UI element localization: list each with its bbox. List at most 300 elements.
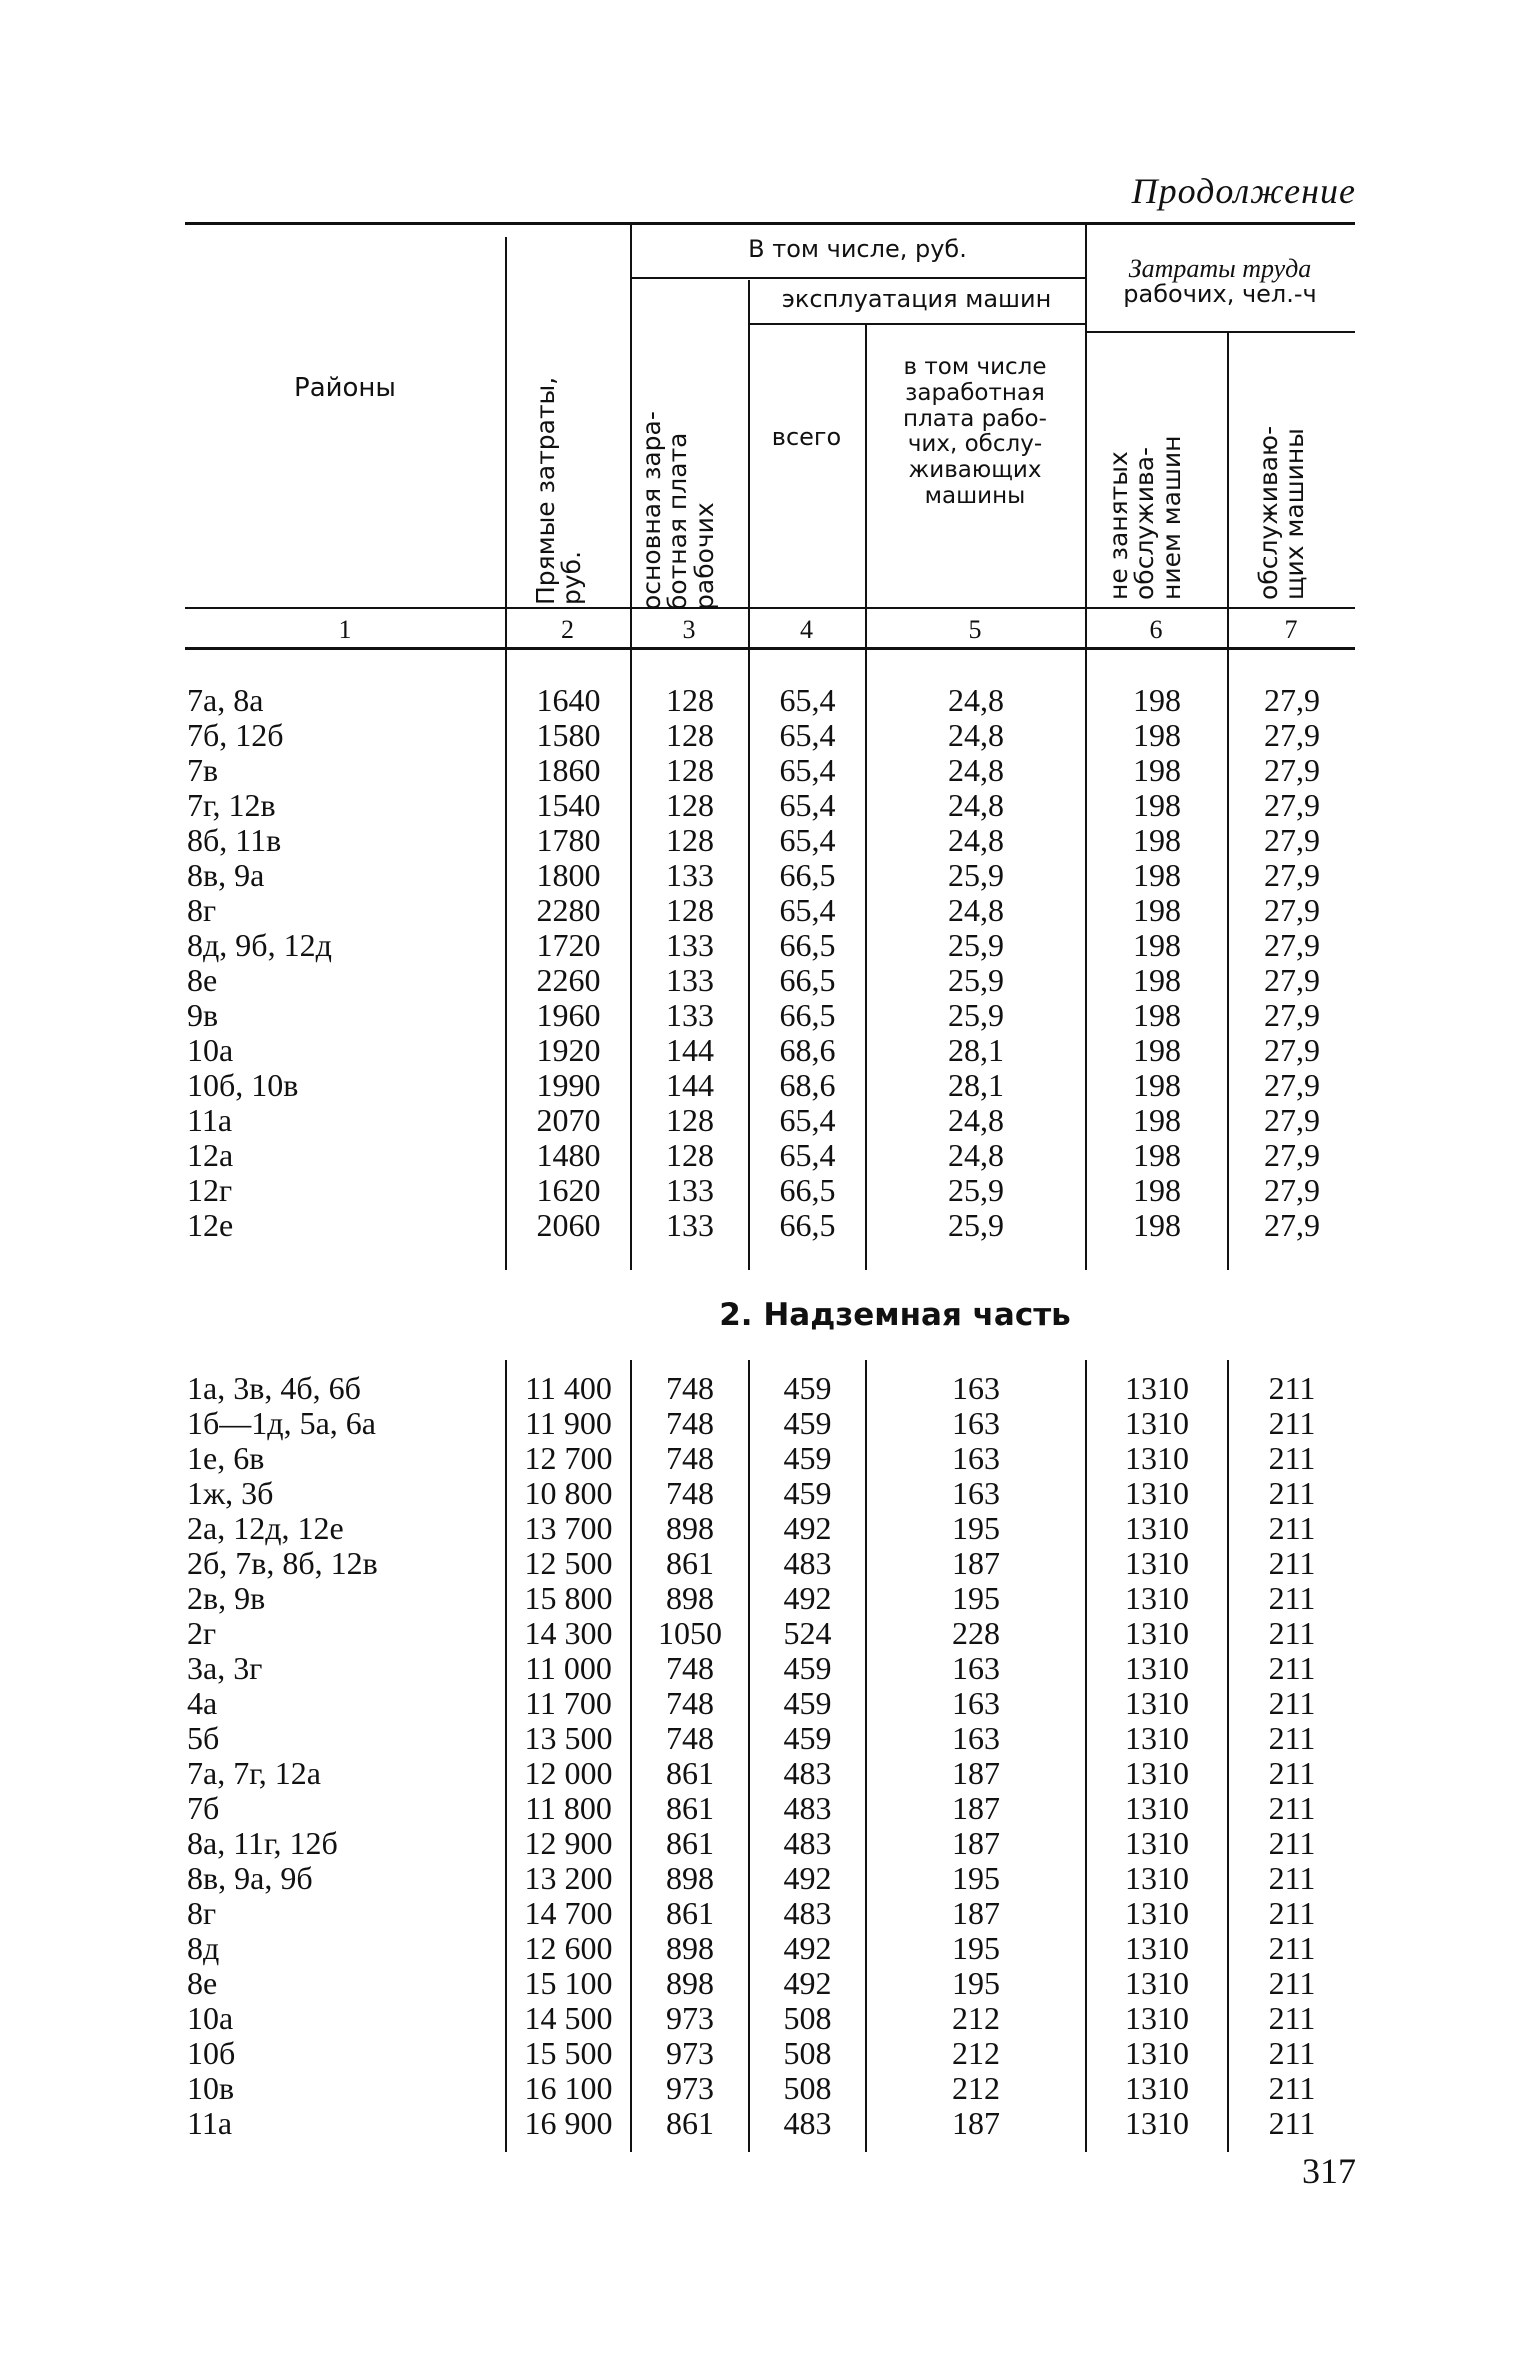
value-cell: 1580	[536, 717, 601, 753]
value-cell: 27,9	[1264, 717, 1320, 753]
value-cell: 1310	[1125, 2035, 1189, 2071]
value-cell: 1310	[1125, 1650, 1189, 1686]
header-machine-wage: в том числе заработная плата рабо- чих, обслу- живающих машины	[903, 354, 1047, 509]
value-cell: 24,8	[948, 682, 1004, 718]
region-cell: 2а, 12д, 12е	[187, 1510, 344, 1546]
value-cell: 25,9	[948, 927, 1004, 963]
value-cell: 27,9	[1264, 1207, 1320, 1243]
region-cell: 1ж, 3б	[187, 1475, 274, 1511]
value-cell: 65,4	[779, 822, 836, 858]
value-cell: 898	[666, 1965, 714, 2001]
region-cell: 1е, 6в	[187, 1440, 265, 1476]
value-cell: 483	[783, 1545, 832, 1581]
region-cell: 2в, 9в	[187, 1580, 266, 1616]
value-cell: 25,9	[948, 857, 1004, 893]
table-row	[185, 2105, 1355, 2140]
value-cell: 1780	[536, 822, 601, 858]
value-cell: 66,5	[779, 927, 836, 963]
value-cell: 25,9	[948, 1207, 1004, 1243]
value-cell: 25,9	[948, 1172, 1004, 1208]
table-row	[185, 1930, 1355, 1965]
region-cell: 12е	[187, 1207, 234, 1243]
value-cell: 133	[666, 1207, 714, 1243]
value-cell: 27,9	[1264, 892, 1320, 928]
value-cell: 65,4	[779, 717, 836, 753]
region-cell: 8в, 9а, 9б	[187, 1860, 313, 1896]
value-cell: 459	[783, 1650, 832, 1686]
value-cell: 27,9	[1264, 1172, 1320, 1208]
value-cell: 748	[666, 1475, 714, 1511]
value-cell: 212	[952, 2000, 1000, 2036]
value-cell: 1310	[1125, 1790, 1189, 1826]
value-cell: 12 600	[524, 1930, 613, 1966]
region-cell: 2г	[187, 1615, 217, 1651]
table-row	[185, 822, 1355, 857]
value-cell: 1310	[1125, 1965, 1189, 2001]
table-row	[185, 1580, 1355, 1615]
value-cell: 492	[783, 1860, 832, 1896]
header-base-wage: основная зара- ботная плата рабочих	[637, 411, 719, 610]
region-cell: 7а, 7г, 12а	[187, 1755, 321, 1791]
region-cell: 8е	[187, 1965, 218, 2001]
data-table	[185, 222, 1355, 2152]
region-cell: 8д, 9б, 12д	[187, 927, 332, 963]
section2-body	[185, 1360, 1355, 2152]
table-row	[185, 1860, 1355, 1895]
value-cell: 128	[666, 822, 714, 858]
value-cell: 748	[666, 1440, 714, 1476]
value-cell: 1310	[1125, 1475, 1189, 1511]
value-cell: 198	[1133, 1207, 1181, 1243]
table-row	[185, 1720, 1355, 1755]
value-cell: 1640	[536, 682, 601, 718]
value-cell: 198	[1133, 787, 1181, 823]
value-cell: 459	[783, 1440, 832, 1476]
value-cell: 198	[1133, 857, 1181, 893]
value-cell: 861	[666, 1755, 714, 1791]
value-cell: 211	[1268, 2070, 1316, 2106]
value-cell: 128	[666, 1137, 714, 1173]
value-cell: 211	[1268, 1475, 1316, 1511]
value-cell: 198	[1133, 717, 1181, 753]
region-cell: 10а	[187, 2000, 234, 2036]
continued-label: Продолжение	[1131, 171, 1356, 211]
value-cell: 27,9	[1264, 997, 1320, 1033]
value-cell: 492	[783, 1930, 832, 1966]
value-cell: 15 800	[524, 1580, 613, 1616]
table-row	[185, 1207, 1355, 1242]
value-cell: 1310	[1125, 1545, 1189, 1581]
value-cell: 12 700	[524, 1440, 613, 1476]
region-cell: 10б, 10в	[187, 1067, 299, 1103]
value-cell: 211	[1268, 1650, 1316, 1686]
value-cell: 228	[952, 1615, 1000, 1651]
value-cell: 163	[952, 1405, 1000, 1441]
value-cell: 133	[666, 1172, 714, 1208]
value-cell: 483	[783, 2105, 832, 2141]
value-cell: 211	[1268, 2105, 1316, 2141]
value-cell: 65,4	[779, 752, 836, 788]
value-cell: 16 100	[524, 2070, 613, 2106]
value-cell: 15 500	[524, 2035, 613, 2071]
value-cell: 163	[952, 1685, 1000, 1721]
value-cell: 1310	[1125, 1440, 1189, 1476]
table-row	[185, 1755, 1355, 1790]
value-cell: 133	[666, 857, 714, 893]
table-row	[185, 1825, 1355, 1860]
header-machine-operation: эксплуатация машин	[781, 285, 1052, 313]
table-row	[185, 1405, 1355, 1440]
table-row	[185, 682, 1355, 717]
value-cell: 1920	[536, 1032, 601, 1068]
value-cell: 211	[1268, 2035, 1316, 2071]
region-cell: 4а	[187, 1685, 218, 1721]
value-cell: 1310	[1125, 1755, 1189, 1791]
value-cell: 1310	[1125, 1615, 1189, 1651]
value-cell: 483	[783, 1895, 832, 1931]
region-cell: 8д	[187, 1930, 220, 1966]
value-cell: 198	[1133, 752, 1181, 788]
section1-body	[185, 650, 1355, 1270]
value-cell: 1800	[536, 857, 601, 893]
value-cell: 211	[1268, 1965, 1316, 2001]
value-cell: 861	[666, 1825, 714, 1861]
table-row	[185, 962, 1355, 997]
table-row	[185, 1032, 1355, 1067]
value-cell: 211	[1268, 1580, 1316, 1616]
value-cell: 65,4	[779, 682, 836, 718]
value-cell: 14 500	[524, 2000, 613, 2036]
value-cell: 1310	[1125, 1930, 1189, 1966]
value-cell: 27,9	[1264, 752, 1320, 788]
header-including: В том числе, руб.	[748, 235, 967, 263]
region-cell: 10в	[187, 2070, 235, 2106]
table-row	[185, 1895, 1355, 1930]
table-row	[185, 1965, 1355, 2000]
value-cell: 748	[666, 1650, 714, 1686]
value-cell: 16 900	[524, 2105, 613, 2141]
value-cell: 10 800	[524, 1475, 613, 1511]
table-row	[185, 2035, 1355, 2070]
value-cell: 459	[783, 1720, 832, 1756]
value-cell: 66,5	[779, 962, 836, 998]
value-cell: 66,5	[779, 1207, 836, 1243]
value-cell: 187	[952, 1895, 1000, 1931]
value-cell: 66,5	[779, 997, 836, 1033]
value-cell: 27,9	[1264, 1137, 1320, 1173]
table-row	[185, 2070, 1355, 2105]
value-cell: 27,9	[1264, 1067, 1320, 1103]
value-cell: 459	[783, 1475, 832, 1511]
value-cell: 12 500	[524, 1545, 613, 1581]
table-row	[185, 857, 1355, 892]
value-cell: 1860	[536, 752, 601, 788]
value-cell: 11 000	[525, 1650, 612, 1686]
region-cell: 10а	[187, 1032, 234, 1068]
table-row	[185, 997, 1355, 1032]
value-cell: 198	[1133, 1137, 1181, 1173]
value-cell: 198	[1133, 927, 1181, 963]
value-cell: 144	[666, 1032, 714, 1068]
value-cell: 68,6	[779, 1067, 836, 1103]
region-cell: 8г	[187, 892, 217, 928]
value-cell: 492	[783, 1965, 832, 2001]
table-row	[185, 1650, 1355, 1685]
value-cell: 195	[952, 1965, 1000, 2001]
value-cell: 1310	[1125, 1370, 1189, 1406]
value-cell: 2260	[536, 962, 601, 998]
table-row	[185, 1615, 1355, 1650]
value-cell: 195	[952, 1580, 1000, 1616]
value-cell: 65,4	[779, 1102, 836, 1138]
value-cell: 144	[666, 1067, 714, 1103]
region-cell: 8а, 11г, 12б	[187, 1825, 338, 1861]
value-cell: 211	[1268, 1895, 1316, 1931]
value-cell: 2070	[536, 1102, 601, 1138]
region-cell: 7б	[187, 1790, 220, 1826]
value-cell: 11 400	[525, 1370, 612, 1406]
value-cell: 1960	[536, 997, 601, 1033]
value-cell: 2060	[536, 1207, 601, 1243]
table-row	[185, 1172, 1355, 1207]
value-cell: 524	[783, 1615, 832, 1651]
region-cell: 11а	[187, 2105, 233, 2141]
region-cell: 7а, 8а	[187, 682, 264, 718]
value-cell: 198	[1133, 1172, 1181, 1208]
table-row	[185, 1370, 1355, 1405]
value-cell: 211	[1268, 1825, 1316, 1861]
value-cell: 27,9	[1264, 822, 1320, 858]
value-cell: 11 700	[525, 1685, 612, 1721]
value-cell: 1310	[1125, 2000, 1189, 2036]
value-cell: 212	[952, 2035, 1000, 2071]
value-cell: 2280	[536, 892, 601, 928]
value-cell: 24,8	[948, 717, 1004, 753]
value-cell: 187	[952, 1790, 1000, 1826]
region-cell: 11а	[187, 1102, 233, 1138]
value-cell: 973	[666, 2000, 714, 2036]
table-row	[185, 787, 1355, 822]
value-cell: 211	[1268, 1545, 1316, 1581]
value-cell: 1990	[536, 1067, 601, 1103]
value-cell: 25,9	[948, 962, 1004, 998]
value-cell: 898	[666, 1860, 714, 1896]
value-cell: 187	[952, 1545, 1000, 1581]
value-cell: 12 900	[524, 1825, 613, 1861]
value-cell: 198	[1133, 962, 1181, 998]
value-cell: 25,9	[948, 997, 1004, 1033]
value-cell: 1620	[536, 1172, 601, 1208]
table-row	[185, 927, 1355, 962]
region-cell: 8б, 11в	[187, 822, 282, 858]
table-row	[185, 1790, 1355, 1825]
table-row	[185, 892, 1355, 927]
value-cell: 65,4	[779, 787, 836, 823]
value-cell: 459	[783, 1370, 832, 1406]
table-row	[185, 1545, 1355, 1580]
value-cell: 66,5	[779, 857, 836, 893]
value-cell: 973	[666, 2035, 714, 2071]
value-cell: 27,9	[1264, 1102, 1320, 1138]
value-cell: 28,1	[948, 1032, 1004, 1068]
value-cell: 898	[666, 1580, 714, 1616]
table-row	[185, 1510, 1355, 1545]
value-cell: 211	[1268, 1615, 1316, 1651]
value-cell: 211	[1268, 1790, 1316, 1826]
value-cell: 1310	[1125, 1510, 1189, 1546]
value-cell: 748	[666, 1720, 714, 1756]
value-cell: 187	[952, 2105, 1000, 2141]
table-row	[185, 1067, 1355, 1102]
value-cell: 211	[1268, 2000, 1316, 2036]
value-cell: 211	[1268, 1440, 1316, 1476]
value-cell: 27,9	[1264, 787, 1320, 823]
value-cell: 13 200	[524, 1860, 613, 1896]
column-numbers: 1 2 3 4 5 6 7	[185, 609, 1355, 650]
value-cell: 13 700	[524, 1510, 613, 1546]
value-cell: 133	[666, 927, 714, 963]
value-cell: 211	[1268, 1930, 1316, 1966]
value-cell: 128	[666, 787, 714, 823]
table-header	[185, 222, 1355, 609]
value-cell: 973	[666, 2070, 714, 2106]
value-cell: 14 700	[524, 1895, 613, 1931]
value-cell: 898	[666, 1930, 714, 1966]
value-cell: 198	[1133, 1102, 1181, 1138]
value-cell: 1540	[536, 787, 601, 823]
value-cell: 459	[783, 1685, 832, 1721]
value-cell: 483	[783, 1755, 832, 1791]
value-cell: 198	[1133, 1067, 1181, 1103]
value-cell: 128	[666, 1102, 714, 1138]
value-cell: 65,4	[779, 1137, 836, 1173]
header-direct-costs: Прямые затраты, руб.	[531, 376, 587, 605]
value-cell: 198	[1133, 822, 1181, 858]
value-cell: 128	[666, 752, 714, 788]
value-cell: 24,8	[948, 752, 1004, 788]
value-cell: 27,9	[1264, 927, 1320, 963]
value-cell: 163	[952, 1370, 1000, 1406]
value-cell: 27,9	[1264, 1032, 1320, 1068]
value-cell: 508	[783, 2070, 832, 2106]
value-cell: 15 100	[524, 1965, 613, 2001]
value-cell: 12 000	[524, 1755, 613, 1791]
value-cell: 14 300	[524, 1615, 613, 1651]
value-cell: 211	[1268, 1405, 1316, 1441]
region-cell: 7в	[187, 752, 219, 788]
value-cell: 133	[666, 997, 714, 1033]
value-cell: 66,5	[779, 1172, 836, 1208]
region-cell: 5б	[187, 1720, 220, 1756]
value-cell: 198	[1133, 1032, 1181, 1068]
value-cell: 13 500	[524, 1720, 613, 1756]
table-row	[185, 1685, 1355, 1720]
region-cell: 3а, 3г	[187, 1650, 263, 1686]
value-cell: 128	[666, 892, 714, 928]
region-cell: 2б, 7в, 8б, 12в	[187, 1545, 378, 1581]
value-cell: 211	[1268, 1685, 1316, 1721]
value-cell: 1310	[1125, 1860, 1189, 1896]
region-cell: 9в	[187, 997, 219, 1033]
value-cell: 187	[952, 1755, 1000, 1791]
value-cell: 212	[952, 2070, 1000, 2106]
value-cell: 11 900	[525, 1405, 612, 1441]
value-cell: 492	[783, 1580, 832, 1616]
value-cell: 1310	[1125, 1895, 1189, 1931]
value-cell: 211	[1268, 1370, 1316, 1406]
region-cell: 8е	[187, 962, 218, 998]
value-cell: 195	[952, 1510, 1000, 1546]
region-cell: 1б—1д, 5а, 6а	[187, 1405, 376, 1441]
value-cell: 1310	[1125, 1685, 1189, 1721]
value-cell: 483	[783, 1825, 832, 1861]
value-cell: 28,1	[948, 1067, 1004, 1103]
value-cell: 24,8	[948, 787, 1004, 823]
value-cell: 211	[1268, 1510, 1316, 1546]
header-regions: Районы	[294, 373, 396, 403]
region-cell: 8в, 9а	[187, 857, 265, 893]
value-cell: 24,8	[948, 822, 1004, 858]
value-cell: 1310	[1125, 2070, 1189, 2106]
value-cell: 128	[666, 682, 714, 718]
value-cell: 27,9	[1264, 857, 1320, 893]
region-cell: 8г	[187, 1895, 217, 1931]
region-cell: 12г	[187, 1172, 233, 1208]
value-cell: 508	[783, 2035, 832, 2071]
section2-title: 2. Надземная часть	[719, 1297, 1071, 1333]
value-cell: 748	[666, 1685, 714, 1721]
value-cell: 459	[783, 1405, 832, 1441]
region-cell: 7г, 12в	[187, 787, 276, 823]
region-cell: 1а, 3в, 4б, 6б	[187, 1370, 361, 1406]
value-cell: 1720	[536, 927, 601, 963]
value-cell: 1310	[1125, 1405, 1189, 1441]
table-row	[185, 1475, 1355, 1510]
value-cell: 27,9	[1264, 682, 1320, 718]
region-cell: 7б, 12б	[187, 717, 284, 753]
value-cell: 24,8	[948, 1102, 1004, 1138]
header-total: всего	[771, 423, 842, 451]
page-number: 317	[1302, 2151, 1356, 2191]
value-cell: 163	[952, 1650, 1000, 1686]
value-cell: 211	[1268, 1755, 1316, 1791]
value-cell: 24,8	[948, 1137, 1004, 1173]
value-cell: 27,9	[1264, 962, 1320, 998]
value-cell: 1480	[536, 1137, 601, 1173]
value-cell: 128	[666, 717, 714, 753]
value-cell: 163	[952, 1475, 1000, 1511]
value-cell: 861	[666, 1790, 714, 1826]
value-cell: 195	[952, 1930, 1000, 1966]
table-row	[185, 1137, 1355, 1172]
value-cell: 492	[783, 1510, 832, 1546]
value-cell: 68,6	[779, 1032, 836, 1068]
value-cell: 483	[783, 1790, 832, 1826]
value-cell: 898	[666, 1510, 714, 1546]
table-row	[185, 1440, 1355, 1475]
table-row	[185, 1102, 1355, 1137]
region-cell: 10б	[187, 2035, 236, 2071]
table-row	[185, 752, 1355, 787]
value-cell: 1310	[1125, 1720, 1189, 1756]
value-cell: 1050	[658, 1615, 722, 1651]
table-row	[185, 2000, 1355, 2035]
header-servicing: обслуживаю- щих машины	[1254, 425, 1310, 600]
value-cell: 1310	[1125, 1825, 1189, 1861]
value-cell: 1310	[1125, 1580, 1189, 1616]
value-cell: 861	[666, 1895, 714, 1931]
value-cell: 508	[783, 2000, 832, 2036]
